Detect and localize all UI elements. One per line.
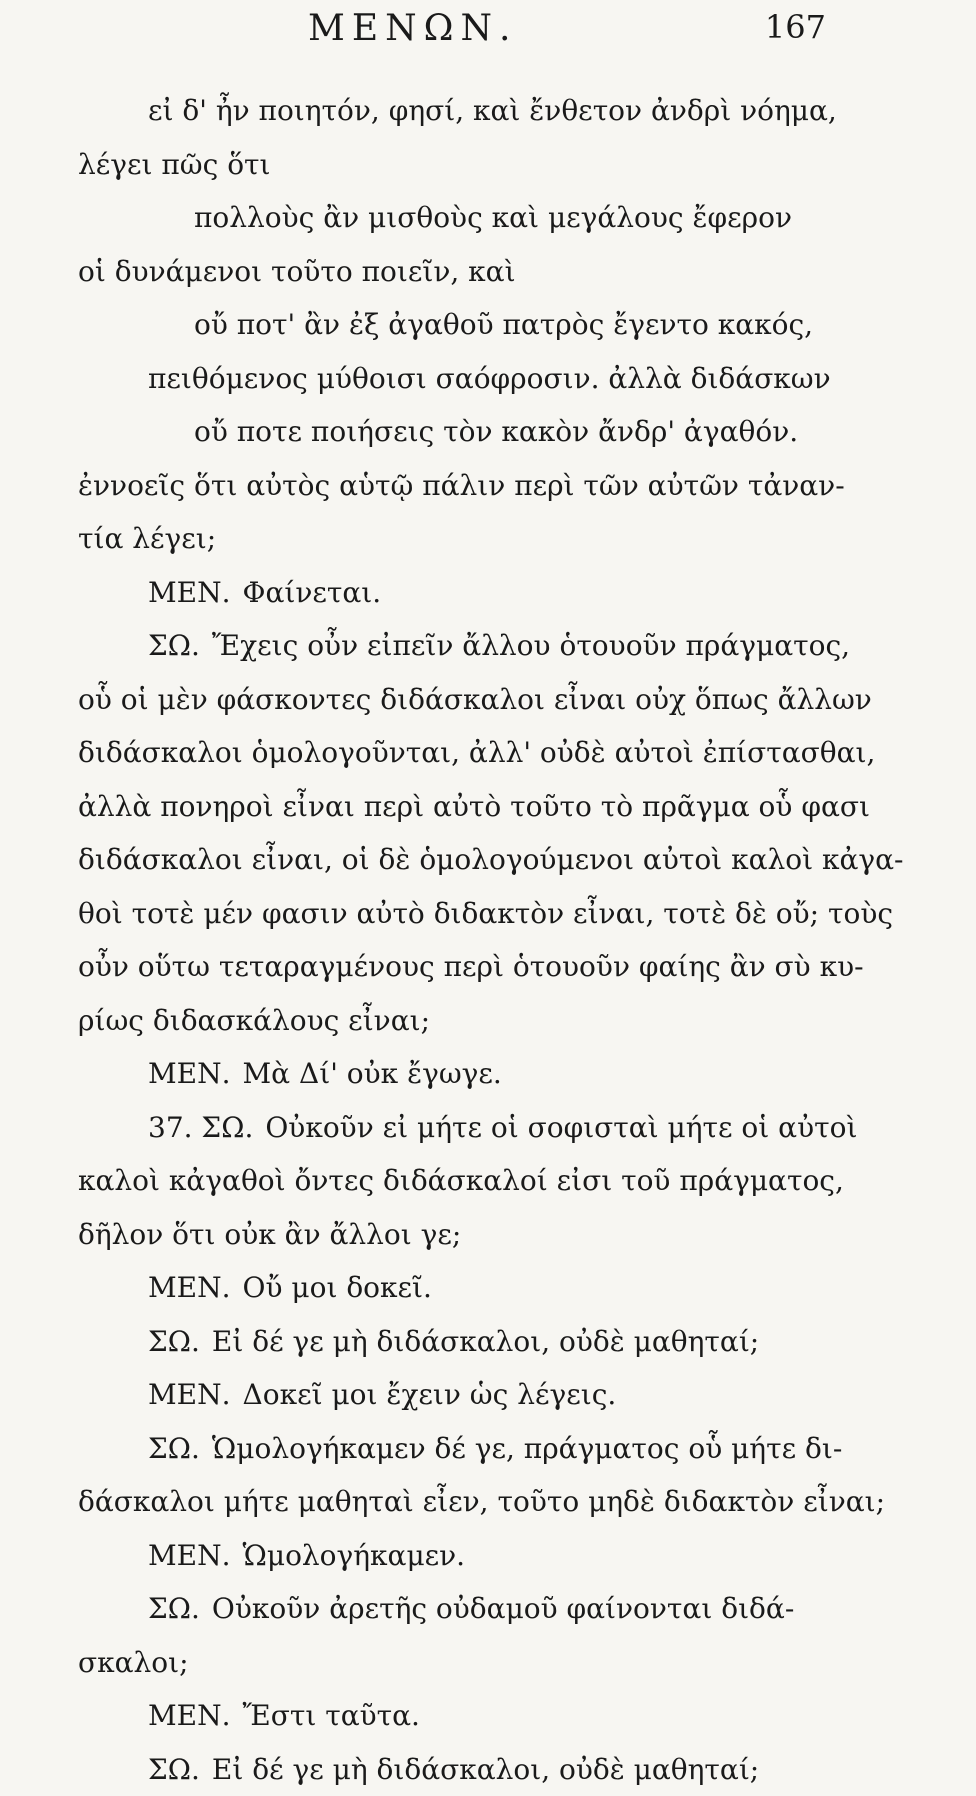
line-text: Οὔ μοι δοκεῖ. — [243, 1271, 432, 1304]
text-line — [78, 1208, 833, 1262]
speaker-label: ΜΕΝ. — [148, 576, 231, 609]
line-text: ἐννοεῖς ὅτι αὐτὸς αὑτῷ πάλιν περὶ τῶν αὐτῶν τἀναν- — [78, 469, 845, 502]
line-text: Ὡμολογήκαμεν δέ γε, πράγματος οὗ μήτε δι- — [212, 1432, 842, 1465]
line-text: Εἰ δέ γε μὴ διδάσκαλοι, οὐδὲ μαθηταί; — [212, 1753, 759, 1786]
speaker-label: ΜΕΝ. — [148, 1699, 231, 1732]
line-text: καλοὶ κἀγαθοὶ ὄντες διδάσκαλοί εἰσι τοῦ πράγματος, — [78, 1164, 844, 1197]
line-text: διδάσκαλοι ὁμολογοῦνται, ἀλλ' οὐδὲ αὐτοὶ ἐπίστασθαι, — [78, 736, 875, 769]
line-text: Οὐκοῦν ἀρετῆς οὐδαμοῦ φαίνονται διδά- — [212, 1592, 794, 1625]
text-line — [78, 1261, 833, 1315]
text-line — [78, 1636, 833, 1690]
line-text: διδάσκαλοι εἶναι, οἱ δὲ ὁμολογούμενοι αὐτοὶ καλοὶ κἀγα- — [78, 843, 903, 876]
line-text: οἱ δυνάμενοι τοῦτο ποιεῖν, καὶ — [78, 255, 516, 288]
text-line — [78, 887, 833, 941]
line-text: θοὶ τοτὲ μέν φασιν αὐτὸ διδακτὸν εἶναι, τοτὲ δὲ οὔ; τοὺς — [78, 897, 893, 930]
line-text: Εἰ δέ γε μὴ διδάσκαλοι, οὐδὲ μαθηταί; — [212, 1325, 759, 1358]
text-line — [78, 1529, 833, 1583]
text-line — [78, 298, 833, 352]
text-line — [78, 1154, 833, 1208]
text-line — [78, 566, 833, 620]
line-text: πειθόμενος μύθοισι σαόφροσιν. ἀλλὰ διδάσκων — [148, 362, 831, 395]
line-text: οὖν οὕτω τεταραγμένους περὶ ὁτουοῦν φαίης ἂν σὺ κυ- — [78, 950, 864, 983]
text-line — [78, 780, 833, 834]
speaker-label: ΜΕΝ. — [148, 1539, 231, 1572]
running-title: ΜΕΝΩΝ. — [308, 8, 517, 49]
text-line — [78, 619, 833, 673]
text-line — [78, 245, 833, 299]
line-text: οὗ οἱ μὲν φάσκοντες διδάσκαλοι εἶναι οὐχ ὅπως ἄλλων — [78, 683, 872, 716]
text-line — [78, 1743, 833, 1796]
text-line — [78, 1315, 833, 1369]
text-line — [78, 994, 833, 1048]
speaker-label: 37. ΣΩ. — [148, 1111, 253, 1144]
line-text: Ἔστι ταῦτα. — [243, 1699, 420, 1732]
text-line — [78, 726, 833, 780]
line-text: πολλοὺς ἂν μισθοὺς καὶ μεγάλους ἔφερον — [194, 201, 792, 234]
text-body — [78, 84, 833, 1796]
speaker-label: ΜΕΝ. — [148, 1271, 231, 1304]
line-text: δάσκαλοι μήτε μαθηταὶ εἶεν, τοῦτο μηδὲ διδακτὸν εἶναι; — [78, 1485, 885, 1518]
line-text: Ἔχεις οὖν εἰπεῖν ἄλλου ὁτουοῦν πράγματος, — [212, 629, 850, 662]
speaker-label: ΜΕΝ. — [148, 1057, 231, 1090]
text-line — [78, 352, 833, 406]
running-header — [0, 8, 976, 58]
line-text: Οὐκοῦν εἰ μήτε οἱ σοφισταὶ μήτε οἱ αὐτοὶ — [265, 1111, 857, 1144]
speaker-label: ΣΩ. — [148, 1432, 200, 1465]
speaker-label: ΣΩ. — [148, 629, 200, 662]
text-line — [78, 1047, 833, 1101]
text-line — [78, 405, 833, 459]
speaker-label: ΣΩ. — [148, 1753, 200, 1786]
line-text: τία λέγει; — [78, 522, 216, 555]
line-text: Δοκεῖ μοι ἔχειν ὡς λέγεις. — [243, 1378, 617, 1411]
text-line — [78, 1582, 833, 1636]
speaker-label: ΜΕΝ. — [148, 1378, 231, 1411]
line-text: εἰ δ' ἦν ποιητόν, φησί, καὶ ἔνθετον ἀνδρὶ νόημα, — [148, 94, 837, 127]
speaker-label: ΣΩ. — [148, 1325, 200, 1358]
line-text: Μὰ Δί' οὐκ ἔγωγε. — [243, 1057, 502, 1090]
line-text: ρίως διδασκάλους εἶναι; — [78, 1004, 430, 1037]
text-line — [78, 459, 833, 513]
line-text: Φαίνεται. — [243, 576, 382, 609]
text-line — [78, 1368, 833, 1422]
text-line — [78, 84, 833, 138]
line-text: οὔ ποτ' ἂν ἐξ ἀγαθοῦ πατρὸς ἔγεντο κακός, — [194, 308, 813, 341]
text-line — [78, 191, 833, 245]
page-number: 167 — [765, 8, 826, 46]
text-line — [78, 940, 833, 994]
text-line — [78, 1475, 833, 1529]
line-text: οὔ ποτε ποιήσεις τὸν κακὸν ἄνδρ' ἀγαθόν. — [194, 415, 798, 448]
text-line — [78, 1422, 833, 1476]
speaker-label: ΣΩ. — [148, 1592, 200, 1625]
line-text: λέγει πῶς ὅτι — [78, 148, 271, 181]
line-text: ἀλλὰ πονηροὶ εἶναι περὶ αὐτὸ τοῦτο τὸ πρᾶγμα οὗ φασι — [78, 790, 870, 823]
text-line — [78, 512, 833, 566]
text-line — [78, 1101, 833, 1155]
line-text: δῆλον ὅτι οὐκ ἂν ἄλλοι γε; — [78, 1218, 461, 1251]
line-text: σκαλοι; — [78, 1646, 189, 1679]
line-text: Ὡμολογήκαμεν. — [243, 1539, 466, 1572]
text-line — [78, 138, 833, 192]
text-line — [78, 833, 833, 887]
text-line — [78, 673, 833, 727]
text-line — [78, 1689, 833, 1743]
